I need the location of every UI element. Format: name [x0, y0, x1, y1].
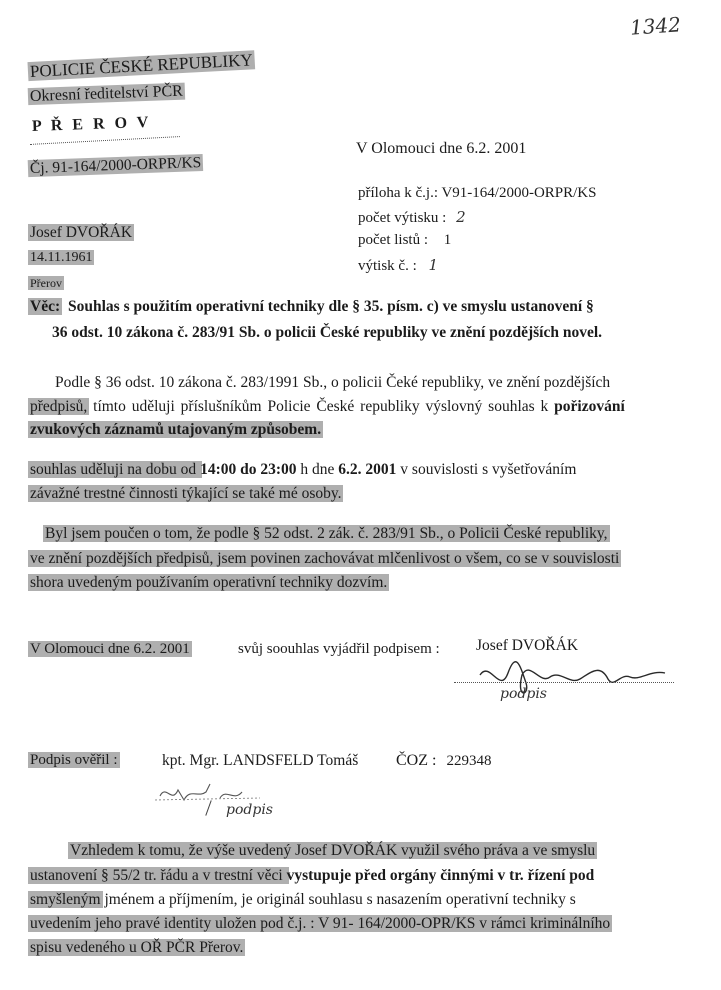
header-rule [30, 136, 180, 145]
attachment-line2: počet výtisku : 2 [358, 208, 466, 226]
subject-line2: 36 odst. 10 zákona č. 283/91 Sb. o policii České republiky ve znění pozdějších novel. [52, 324, 603, 341]
consent-name: Josef DVOŘÁK [476, 637, 579, 654]
attachment-line3: počet listů : 1 [358, 232, 452, 248]
para2-line1: souhlas uděluji na dobu od 14:00 do 23:00 h dne 6.2. 2001 v souvislosti s vyšetřováním [30, 461, 577, 478]
para3-line2: ve znění pozdějších předpisů, jsem povinen zachovávat mlčenlivost o všem, co se v souvislosti [30, 550, 620, 567]
subject-line1: Věc: Souhlas s použitím operativní techniky dle § 35. písm. c) ve smyslu ustanovení § [30, 298, 594, 315]
final-line5: spisu vedeného u OŘ PČR Přerov. [30, 939, 244, 956]
final-line3: smyšleným jménem a příjmením, je originál souhlasu s nasazením operativní techniky s [30, 891, 576, 908]
person-city: Přerov [30, 276, 62, 290]
person-name: Josef DVOŘÁK [30, 224, 133, 241]
verified-officer: kpt. Mgr. LANDSFELD Tomáš [162, 752, 359, 769]
header-line3: P Ř E R O V [31, 113, 152, 135]
para2-line2: závažné trestné činnosti týkající se také mé osoby. [30, 485, 342, 502]
para3-line1: Byl jsem poučen o tom, že podle § 52 odst. 2 zák. č. 283/91 Sb., o Policii České republiky, [45, 525, 608, 542]
consent-text: svůj soouhlas vyjádřil podpisem : [238, 641, 440, 657]
final-line1: Vzhledem k tomu, že výše uvedený Josef DVOŘÁK využil svého práva a ve smyslu [70, 842, 596, 859]
header-ref: Čj. 91-164/2000-ORPR/KS [29, 154, 202, 177]
place-date: V Olomouci dne 6.2. 2001 [356, 140, 527, 157]
verified-label: Podpis ověřil : [30, 752, 118, 768]
para1-line3: zvukových záznamů utajovaným způsobem. [30, 421, 322, 438]
verified-coz: ČOZ : 229348 [396, 752, 492, 769]
header-line1: POLICIE ČESKÉ REPUBLIKY [29, 50, 254, 81]
attachment-line1: příloha k č.j.: V91-164/2000-ORPR/KS [358, 185, 597, 201]
consent-sig-label: podpis [500, 686, 547, 702]
page-number: 1342 [629, 12, 682, 40]
consent-place: V Olomouci dne 6.2. 2001 [30, 641, 190, 657]
consent-signature [460, 655, 680, 705]
header-line2: Okresní ředitelství PČR [29, 82, 184, 105]
final-line2: ustanovení § 55/2 tr. řádu a v trestní věci vystupuje před orgány činnými v tr. řízení pod [30, 867, 595, 884]
consent-signature-line [454, 682, 674, 683]
para1-line1: Podle § 36 odst. 10 zákona č. 283/1991 Sb., o policii Čeké republiky, ve znění pozdějších [55, 374, 611, 391]
person-birth: 14.11.1961 [30, 250, 93, 265]
para1-line2: předpisů, tímto uděluji příslušníkům Policie České republiky výslovný souhlas k pořizování [30, 398, 625, 415]
attachment-line4: výtisk č. : 1 [358, 256, 439, 274]
para3-line3: shora uvedeným používaním operativní techniky dozvím. [30, 574, 388, 591]
verified-sig-label: podpis [226, 802, 273, 818]
final-line4: uvedením jeho pravé identity uložen pod č.j. : V 91- 164/2000-OPR/KS v rámci kriminálního [30, 915, 611, 932]
